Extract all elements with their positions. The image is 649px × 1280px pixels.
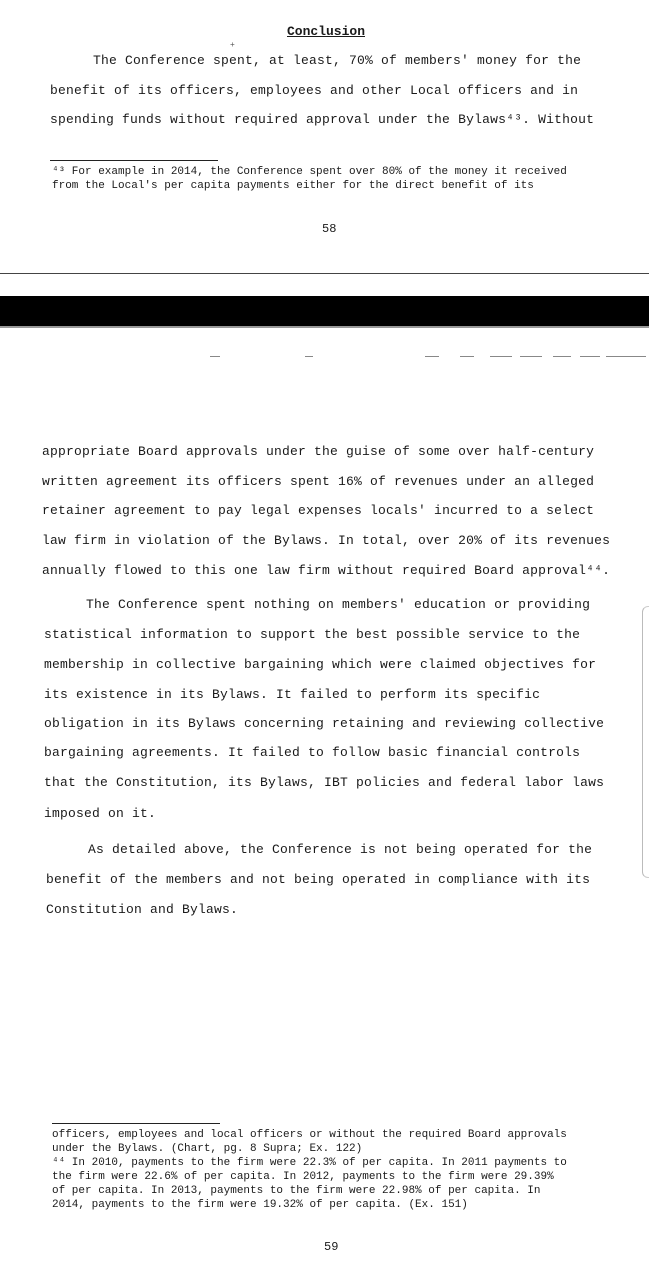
body-line: retainer agreement to pay legal expenses locals' incurred to a select	[42, 503, 595, 518]
scan-artifact	[580, 356, 600, 357]
body-line: its existence in its Bylaws. It failed to perform its specific	[44, 687, 541, 702]
body-line: annually flowed to this one law firm without required Board approval⁴⁴.	[42, 563, 611, 578]
body-line: membership in collective bargaining which were claimed objectives for	[44, 657, 597, 672]
footnote-line: the firm were 22.6% of per capita. In 2012, payments to the firm were 29.39%	[52, 1171, 554, 1183]
body-line: Constitution and Bylaws.	[46, 902, 239, 917]
scan-artifact	[460, 356, 474, 357]
scan-edge	[0, 326, 649, 328]
body-line: law firm in violation of the Bylaws. In total, over 20% of its revenues	[42, 533, 611, 548]
scrollbar[interactable]	[642, 606, 649, 878]
body-line: that the Constitution, its Bylaws, IBT policies and federal labor laws	[44, 775, 605, 790]
scan-artifact	[210, 356, 220, 357]
footnote-rule	[50, 160, 218, 161]
body-line: spending funds without required approval under the Bylaws⁴³. Without	[50, 112, 595, 127]
body-line: The Conference spent nothing on members' education or providing	[86, 597, 591, 612]
section-heading: Conclusion	[287, 24, 366, 39]
body-line: obligation in its Bylaws concerning retaining and reviewing collective	[44, 716, 605, 731]
scan-artifact	[606, 356, 646, 357]
footnote-line: ⁴⁴ In 2010, payments to the firm were 22.3% of per capita. In 2011 payments to	[52, 1157, 567, 1169]
body-line: benefit of its officers, employees and other Local officers and in	[50, 83, 579, 98]
footnote-line: ⁴³ For example in 2014, the Conference spent over 80% of the money it received	[52, 166, 567, 178]
page-number: 58	[322, 222, 337, 236]
body-line: bargaining agreements. It failed to follow basic financial controls	[44, 745, 581, 760]
body-line: The Conference spent, at least, 70% of members' money for the	[93, 53, 582, 68]
page-number: 59	[324, 1240, 339, 1254]
scan-artifact	[520, 356, 542, 357]
footnote-line: from the Local's per capita payments either for the direct benefit of its	[52, 180, 534, 192]
footnote-line: officers, employees and local officers or without the required Board approvals	[52, 1129, 567, 1141]
footnote-line: 2014, payments to the firm were 19.32% of per capita. (Ex. 151)	[52, 1199, 468, 1211]
page-separator	[0, 273, 649, 274]
body-line: appropriate Board approvals under the guise of some over half-century	[42, 444, 595, 459]
redaction-bar	[0, 296, 649, 326]
footnote-line: of per capita. In 2013, payments to the firm were 22.98% of per capita. In	[52, 1185, 541, 1197]
body-line: benefit of the members and not being operated in compliance with its	[46, 872, 591, 887]
scan-artifact	[490, 356, 512, 357]
body-line: As detailed above, the Conference is not being operated for the	[88, 842, 593, 857]
footnote-rule	[52, 1123, 220, 1124]
stray-mark: +	[230, 41, 235, 50]
scan-artifact	[553, 356, 571, 357]
body-line: written agreement its officers spent 16% of revenues under an alleged	[42, 474, 595, 489]
footnote-line: under the Bylaws. (Chart, pg. 8 Supra; Ex. 122)	[52, 1143, 363, 1155]
body-line: statistical information to support the best possible service to the	[44, 627, 581, 642]
scan-artifact	[425, 356, 439, 357]
scan-artifact	[305, 356, 313, 357]
body-line: imposed on it.	[44, 806, 157, 821]
